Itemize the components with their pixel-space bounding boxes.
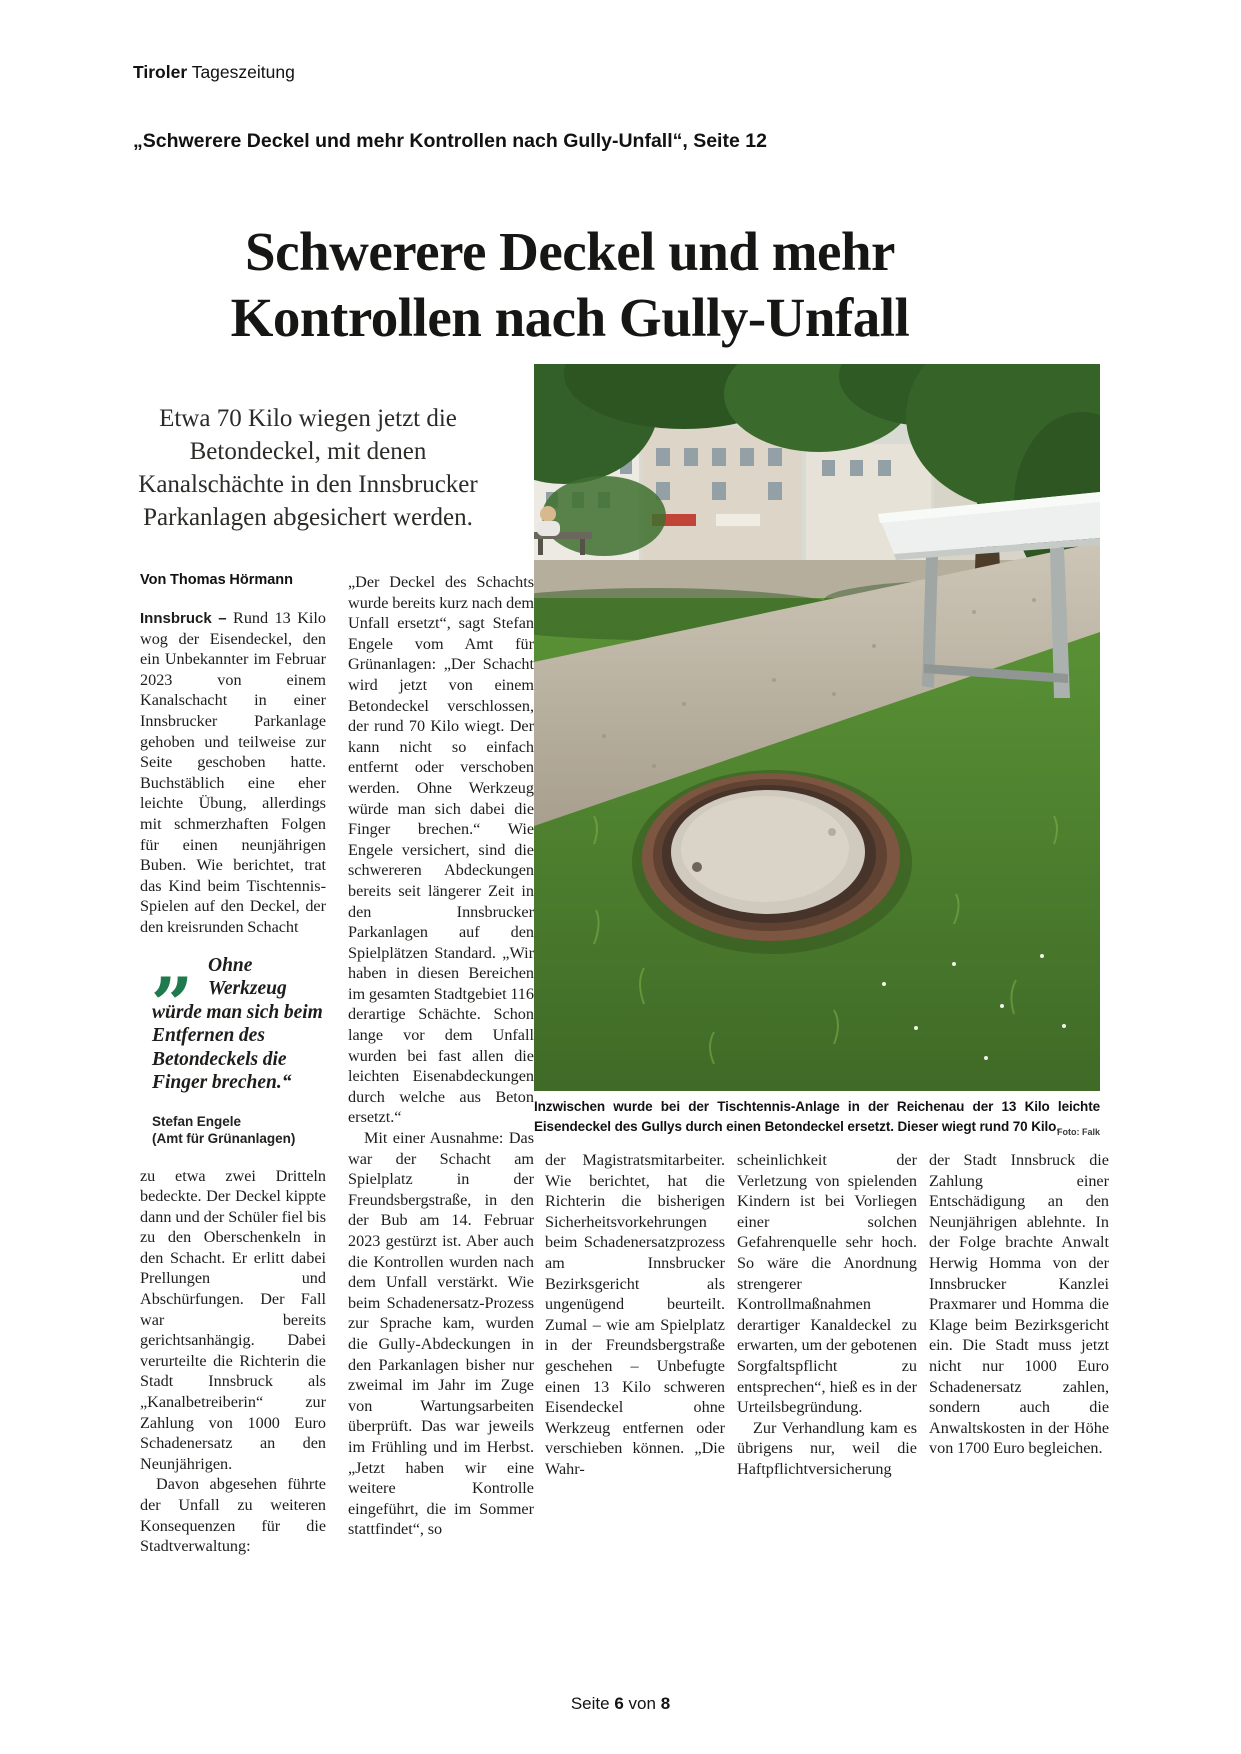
paragraph-col2-1: „Der Deckel des Schachts wurde bereits kurz nach dem Unfall ersetzt“, sagt Stefan Engele vom Amt für Grünanlagen: „Der Schacht wird jetzt von einem Betondeckel verschlossen, der rund 70 Kilo wiegt. Der kann nicht so einfach entfernt oder verschoben werden. Ohne Werkzeug würde man sich dabei die Finger brechen.“ Wie Engele versichert, sind die schwereren Abdeckungen bereits seit längerer Zeit in den Innsbrucker Parkanlagen auf den Spielplätzen Standard. „Wir haben in diesen Bereichen im gesamten Stadtgebiet 116 derartige Schächte. Schon lange vor dem Unfall wurden bei fast allen die leichten Eisenabdeckungen durch welche aus Beton ersetzt.“: [348, 573, 534, 1127]
column-2: [348, 572, 534, 1540]
column-4: [737, 1150, 917, 1480]
column-3: [545, 1150, 725, 1480]
paragraph-col1-2: zu etwa zwei Dritteln bedeckte. Der Deckel kippte dann und der Schüler fiel bis zu den Oberschenkeln in den Schacht. Er erlitt dabei Prellungen und Abschürfungen. Der Fall war bereits gerichtsanhängig. Dabei verurteilte die Richterin die Stadt Innsbruck als „Kanalbetreiberin“ zur Zahlung von 1000 Euro Schadenersatz an den Neunjährigen.: [140, 1166, 326, 1473]
column-1: [140, 572, 326, 1557]
footer-label: Seite: [570, 1694, 610, 1713]
paragraph-col1-1: [140, 608, 326, 938]
paragraph-col3-1: der Magistratsmitarbeiter. Wie berichtet, hat die Richterin die bisherigen Sicherheitsvorkehrungen beim Schadenersatzprozess am Innsbrucker Bezirksgericht als ungenügend beurteilt. Zumal – wie am Spielplatz in der Freundsbergstraße geschehen – Unbefugte einen 13 Kilo schweren Eisendeckel ohne Werkzeug entfernen oder verschieben können. „Die Wahr-: [545, 1151, 725, 1478]
pullquote-author: Stefan Engele: [152, 1113, 241, 1129]
headline-line-1: Schwerere Deckel und mehr: [245, 221, 895, 282]
photo-credit: Foto: Falk: [1057, 1127, 1100, 1137]
article-headline: [140, 219, 1000, 351]
page-footer: [0, 1694, 1241, 1714]
pullquote-attribution: [152, 1113, 326, 1148]
park-photo-illustration: [534, 364, 1100, 1091]
footer-total-pages: 8: [660, 1694, 671, 1713]
masthead: [133, 62, 295, 83]
byline: Von Thomas Hörmann: [140, 572, 294, 588]
pullquote-author-role: (Amt für Grünanlagen): [152, 1131, 296, 1146]
paragraph-col1-1-text: Rund 13 Kilo wog der Eisendeckel, den ein Unbekannter im Februar 2023 von einem Kanalschacht in einer Innsbrucker Parkanlage gehoben und teilweise zur Seite geschoben hatte. Buchstäblich eine eher leichte Übung, allerdings mit schmerzhaften Folgen für einen neunjährigen Buben. Wie berichtet, trat das Kind beim Tischtennis-Spielen auf den Deckel, der den kreisrunden Schacht: [140, 609, 326, 936]
photo-caption: [534, 1097, 1100, 1137]
masthead-brand-rest: Tageszeitung: [191, 62, 295, 82]
person: [540, 506, 556, 522]
dateline: Innsbruck –: [140, 610, 227, 627]
reference-line: „Schwerere Deckel und mehr Kontrollen nach Gully-Unfall“, Seite 12: [133, 130, 767, 152]
paragraph-col5-1: der Stadt Innsbruck die Zahlung einer Entschädigung an den Neunjährigen ablehnte. In der Folge brachte Anwalt Herwig Homma von der Innsbrucker Kanzlei Praxmarer und Homma die Klage beim Bezirksgericht ein. Die Stadt muss jetzt nicht nur 1000 Euro Schadenersatz zahlen, sondern auch die Anwaltskosten in der Höhe von 1700 Euro begleichen.: [929, 1151, 1109, 1458]
paragraph-col4-1: scheinlichkeit der Verletzung von spielenden Kindern ist bei Vorliegen einer solchen Gefahrenquelle sehr hoch. So wäre die Anordnung strengerer Kontrollmaßnahmen derartiger Kanaldeckel zu erwarten, um der gebotenen Sorgfaltspflicht zu entsprechen“, hieß es in der Urteilsbegründung.: [737, 1151, 917, 1417]
paragraph-col4-2: Zur Verhandlung kam es übrigens nur, weil die Haftpflichtversicherung: [737, 1418, 917, 1478]
pullquote-mark-icon: „: [152, 919, 195, 1006]
headline-line-2: Kontrollen nach Gully-Unfall: [230, 287, 910, 348]
paragraph-col2-2: Mit einer Ausnahme: Das war der Schacht am Spielplatz in der Freundsbergstraße, in den der Bub am 14. Februar 2023 gestürzt ist. Aber auch die Kontrollen wurden nach dem Unfall verstärkt. Wie beim Schadenersatz-Prozess zur Sprache kam, wurden die Gully-Abdeckungen in den Parkanlagen bisher nur zweimal im Jahr im Zuge von Wartungsarbeiten überprüft. Das war jeweils im Frühling und im Herbst. „Jetzt haben wir eine weitere Kontrolle eingeführt, die im Sommer stattfindet“, so: [348, 1129, 534, 1539]
column-5: [929, 1150, 1109, 1459]
masthead-brand: Tiroler: [133, 62, 188, 82]
caption-text: Inzwischen wurde bei der Tischtennis-Anlage in der Reichenau der 13 Kilo leichte Eisendeckel des Gullys durch einen Betondeckel ersetzt. Dieser wiegt rund 70 Kilo.: [534, 1099, 1100, 1134]
pullquote: [152, 919, 324, 1095]
article-lead: Etwa 70 Kilo wiegen jetzt die Betondeckel, mit denen Kanalschächte in den Innsbrucker Parkanlagen abgesichert werden.: [138, 405, 478, 531]
manhole-cover: [632, 770, 912, 954]
article-photo: [534, 364, 1100, 1091]
paragraph-col1-3: Davon abgesehen führte der Unfall zu weiteren Konsequenzen für die Stadtverwaltung:: [140, 1475, 326, 1556]
pullquote-text: Ohne Werkzeug würde man sich beim Entfernen des Betondeckels die Finger brechen.“: [152, 954, 323, 1093]
footer-page-number: 6: [614, 1694, 624, 1713]
footer-of: von: [628, 1694, 656, 1713]
